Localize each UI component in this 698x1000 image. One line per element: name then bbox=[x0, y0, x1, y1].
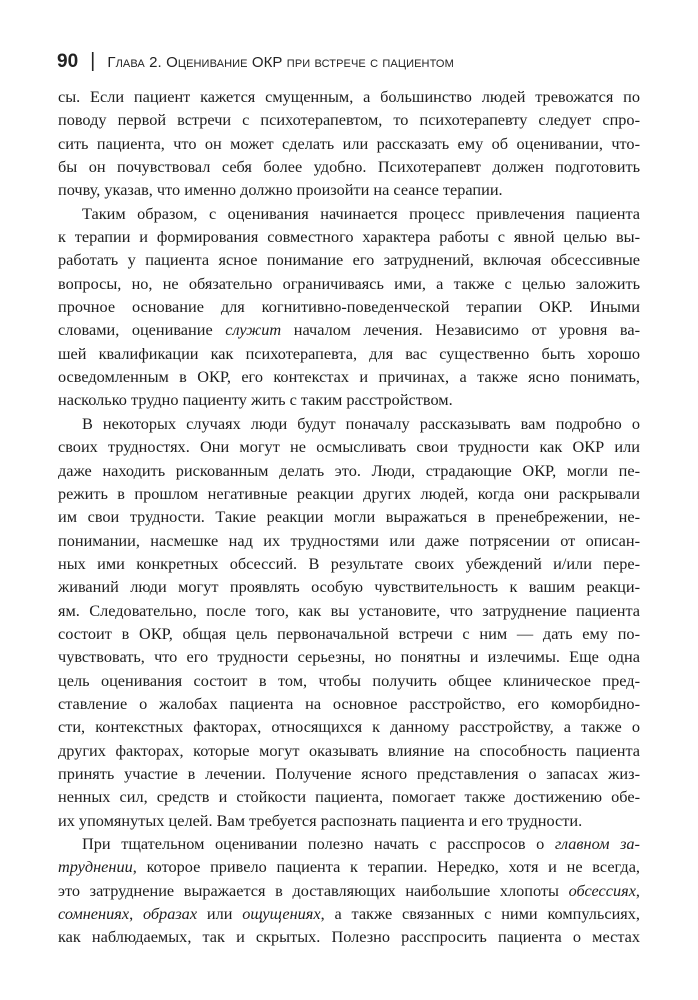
text-line bbox=[58, 902, 640, 925]
text-line bbox=[58, 108, 640, 131]
paragraph bbox=[58, 832, 640, 949]
text-segment: принять участие в лечении. Получение ясного представления о запасах жиз- bbox=[58, 763, 640, 783]
text-segment: насколько трудно пациенту жить с таким расстройством. bbox=[58, 390, 453, 410]
text-segment: ставление о жалобах пациента на основное расстройство, его коморбидно- bbox=[58, 693, 640, 713]
paragraph bbox=[58, 85, 640, 202]
text-segment: своих трудностях. Они могут не осмысливать свои трудности как ОКР или bbox=[58, 437, 640, 457]
text-segment: их упомянутых целей. Вам требуется распознать пациента и его трудности. bbox=[58, 810, 583, 830]
text-segment: почву, указав, что именно должно произойти на сеансе терапии. bbox=[58, 180, 503, 200]
text-segment: поводу первой встречи с психотерапевтом, то психотерапевту следует спро- bbox=[58, 110, 640, 130]
text-segment: состоит в ОКР, общая цель первоначальной встречи с ним — дать ему по- bbox=[58, 623, 640, 643]
text-line bbox=[58, 622, 640, 645]
text-segment: В некоторых случаях люди будут поначалу рассказывать вам подробно о bbox=[82, 413, 640, 433]
text-segment: это затруднение выражается в доставляющих наибольшие хлопоты bbox=[58, 880, 569, 900]
text-segment: бы он почувствовал себя более удобно. Психотерапевт должен подготовить bbox=[58, 157, 640, 177]
text-segment: ненных сил, средств и стойкости пациента, помогает также достижению обе- bbox=[58, 787, 640, 807]
text-segment: сти, контекстных факторах, относящихся к данному расстройству, а также о bbox=[58, 717, 640, 737]
text-segment: ям. Следовательно, после того, как вы установите, что затруднение пациента bbox=[58, 600, 640, 620]
paragraph bbox=[58, 412, 640, 832]
text-line bbox=[58, 178, 640, 201]
text-segment: других факторах, которые могут оказывать влияние на способность пациента bbox=[58, 740, 640, 760]
header-separator: | bbox=[90, 50, 96, 72]
text-line bbox=[58, 85, 640, 108]
text-line bbox=[58, 482, 640, 505]
text-line bbox=[58, 692, 640, 715]
text-segment: , bbox=[635, 880, 640, 900]
text-line bbox=[58, 809, 640, 832]
text-line bbox=[58, 365, 640, 388]
text-line bbox=[58, 155, 640, 178]
text-line bbox=[58, 785, 640, 808]
text-segment: живаний люди могут проявлять особую чувствительность к вашим реакци- bbox=[58, 577, 640, 597]
text-segment: режить в прошлом негативные реакции других людей, когда они раскрывали bbox=[58, 483, 640, 503]
text-line bbox=[58, 739, 640, 762]
text-line bbox=[58, 552, 640, 575]
text-segment: чувствовать, что его трудности серьезны, но понятны и излечимы. Еще одна bbox=[58, 647, 640, 667]
text-segment: Таким образом, с оценивания начинается процесс привлечения пациента bbox=[82, 203, 640, 223]
italic-term: сомнениях bbox=[58, 904, 130, 924]
text-line bbox=[58, 715, 640, 738]
text-segment: При тщательном оценивании полезно начать с расспросов о bbox=[82, 834, 555, 853]
text-line bbox=[58, 202, 640, 225]
text-segment: вопросы, но, не обязательно ограничиваясь ими, а также с целью заложить bbox=[58, 273, 640, 293]
text-line bbox=[58, 225, 640, 248]
text-segment: словами, оценивание bbox=[58, 320, 226, 340]
text-segment: сить пациента, что он может сделать или рассказать ему об оценивании, что- bbox=[58, 133, 640, 153]
text-line bbox=[58, 645, 640, 668]
italic-term: образах bbox=[142, 904, 198, 924]
text-line bbox=[58, 529, 640, 552]
text-line bbox=[58, 855, 640, 878]
text-line bbox=[58, 132, 640, 155]
text-segment: к терапии и формирования совместного характера работы с явной целью вы- bbox=[58, 227, 640, 247]
text-line bbox=[58, 295, 640, 318]
text-segment: как наблюдаемых, так и скрытых. Полезно расспросить пациента о местах bbox=[58, 927, 640, 947]
text-line bbox=[58, 318, 640, 341]
text-line bbox=[58, 388, 640, 411]
text-segment: даже находить рискованным делать это. Люди, страдающие ОКР, могли пе- bbox=[58, 460, 640, 480]
text-line bbox=[58, 459, 640, 482]
text-line bbox=[58, 762, 640, 785]
text-line bbox=[58, 435, 640, 458]
page-number: 90 bbox=[57, 51, 79, 72]
italic-term: ощущениях bbox=[242, 904, 321, 924]
text-line bbox=[58, 925, 640, 948]
text-segment: , а также связанных с ними компульсиях, bbox=[320, 904, 640, 924]
text-line bbox=[58, 412, 640, 435]
text-line bbox=[58, 342, 640, 365]
italic-term: труднении bbox=[58, 857, 133, 877]
text-line bbox=[58, 272, 640, 295]
paragraph bbox=[58, 202, 640, 412]
body-text bbox=[58, 85, 640, 949]
text-segment: осведомленным в ОКР, его контекстах и причинах, а также ясно понимать, bbox=[58, 367, 640, 387]
text-line bbox=[58, 575, 640, 598]
text-line bbox=[58, 879, 640, 902]
text-segment: , которое привело пациента к терапии. Нередко, хотя и не всегда, bbox=[132, 857, 640, 877]
text-segment: или bbox=[197, 904, 243, 924]
text-segment: ных ими конкретных обсессий. В результате своих убеждений и/или пере- bbox=[58, 553, 640, 573]
text-line bbox=[58, 505, 640, 528]
text-line bbox=[58, 599, 640, 622]
text-segment: прочное основание для когнитивно-поведенческой терапии ОКР. Иными bbox=[58, 297, 640, 317]
running-header bbox=[57, 50, 454, 73]
text-segment: началом лечения. Независимо от уровня ва- bbox=[281, 320, 640, 340]
text-line bbox=[58, 669, 640, 692]
italic-term: обсессиях bbox=[568, 880, 636, 900]
text-segment: работать у пациента ясное понимание его затруднений, включая обсессивные bbox=[58, 250, 640, 270]
text-segment: цель оценивания состоит в том, чтобы получить общее клиническое пред- bbox=[58, 670, 640, 690]
text-segment: понимании, насмешке над их трудностями или даже потрясении от описан- bbox=[58, 530, 640, 550]
text-line bbox=[58, 248, 640, 271]
text-segment: , bbox=[129, 904, 143, 924]
text-segment: им свои трудности. Такие реакции могли выражаться в пренебрежении, не- bbox=[58, 507, 640, 527]
text-segment: сы. Если пациент кажется смущенным, а большинство людей тревожатся по bbox=[58, 87, 640, 106]
chapter-title: Глава 2. Оценивание ОКР при встрече с пациентом bbox=[107, 54, 454, 71]
text-line bbox=[58, 832, 640, 855]
italic-term: главном за- bbox=[554, 834, 640, 853]
italic-term: служит bbox=[225, 320, 282, 340]
text-segment: шей квалификации как психотерапевта, для вас существенно быть хорошо bbox=[58, 343, 640, 363]
